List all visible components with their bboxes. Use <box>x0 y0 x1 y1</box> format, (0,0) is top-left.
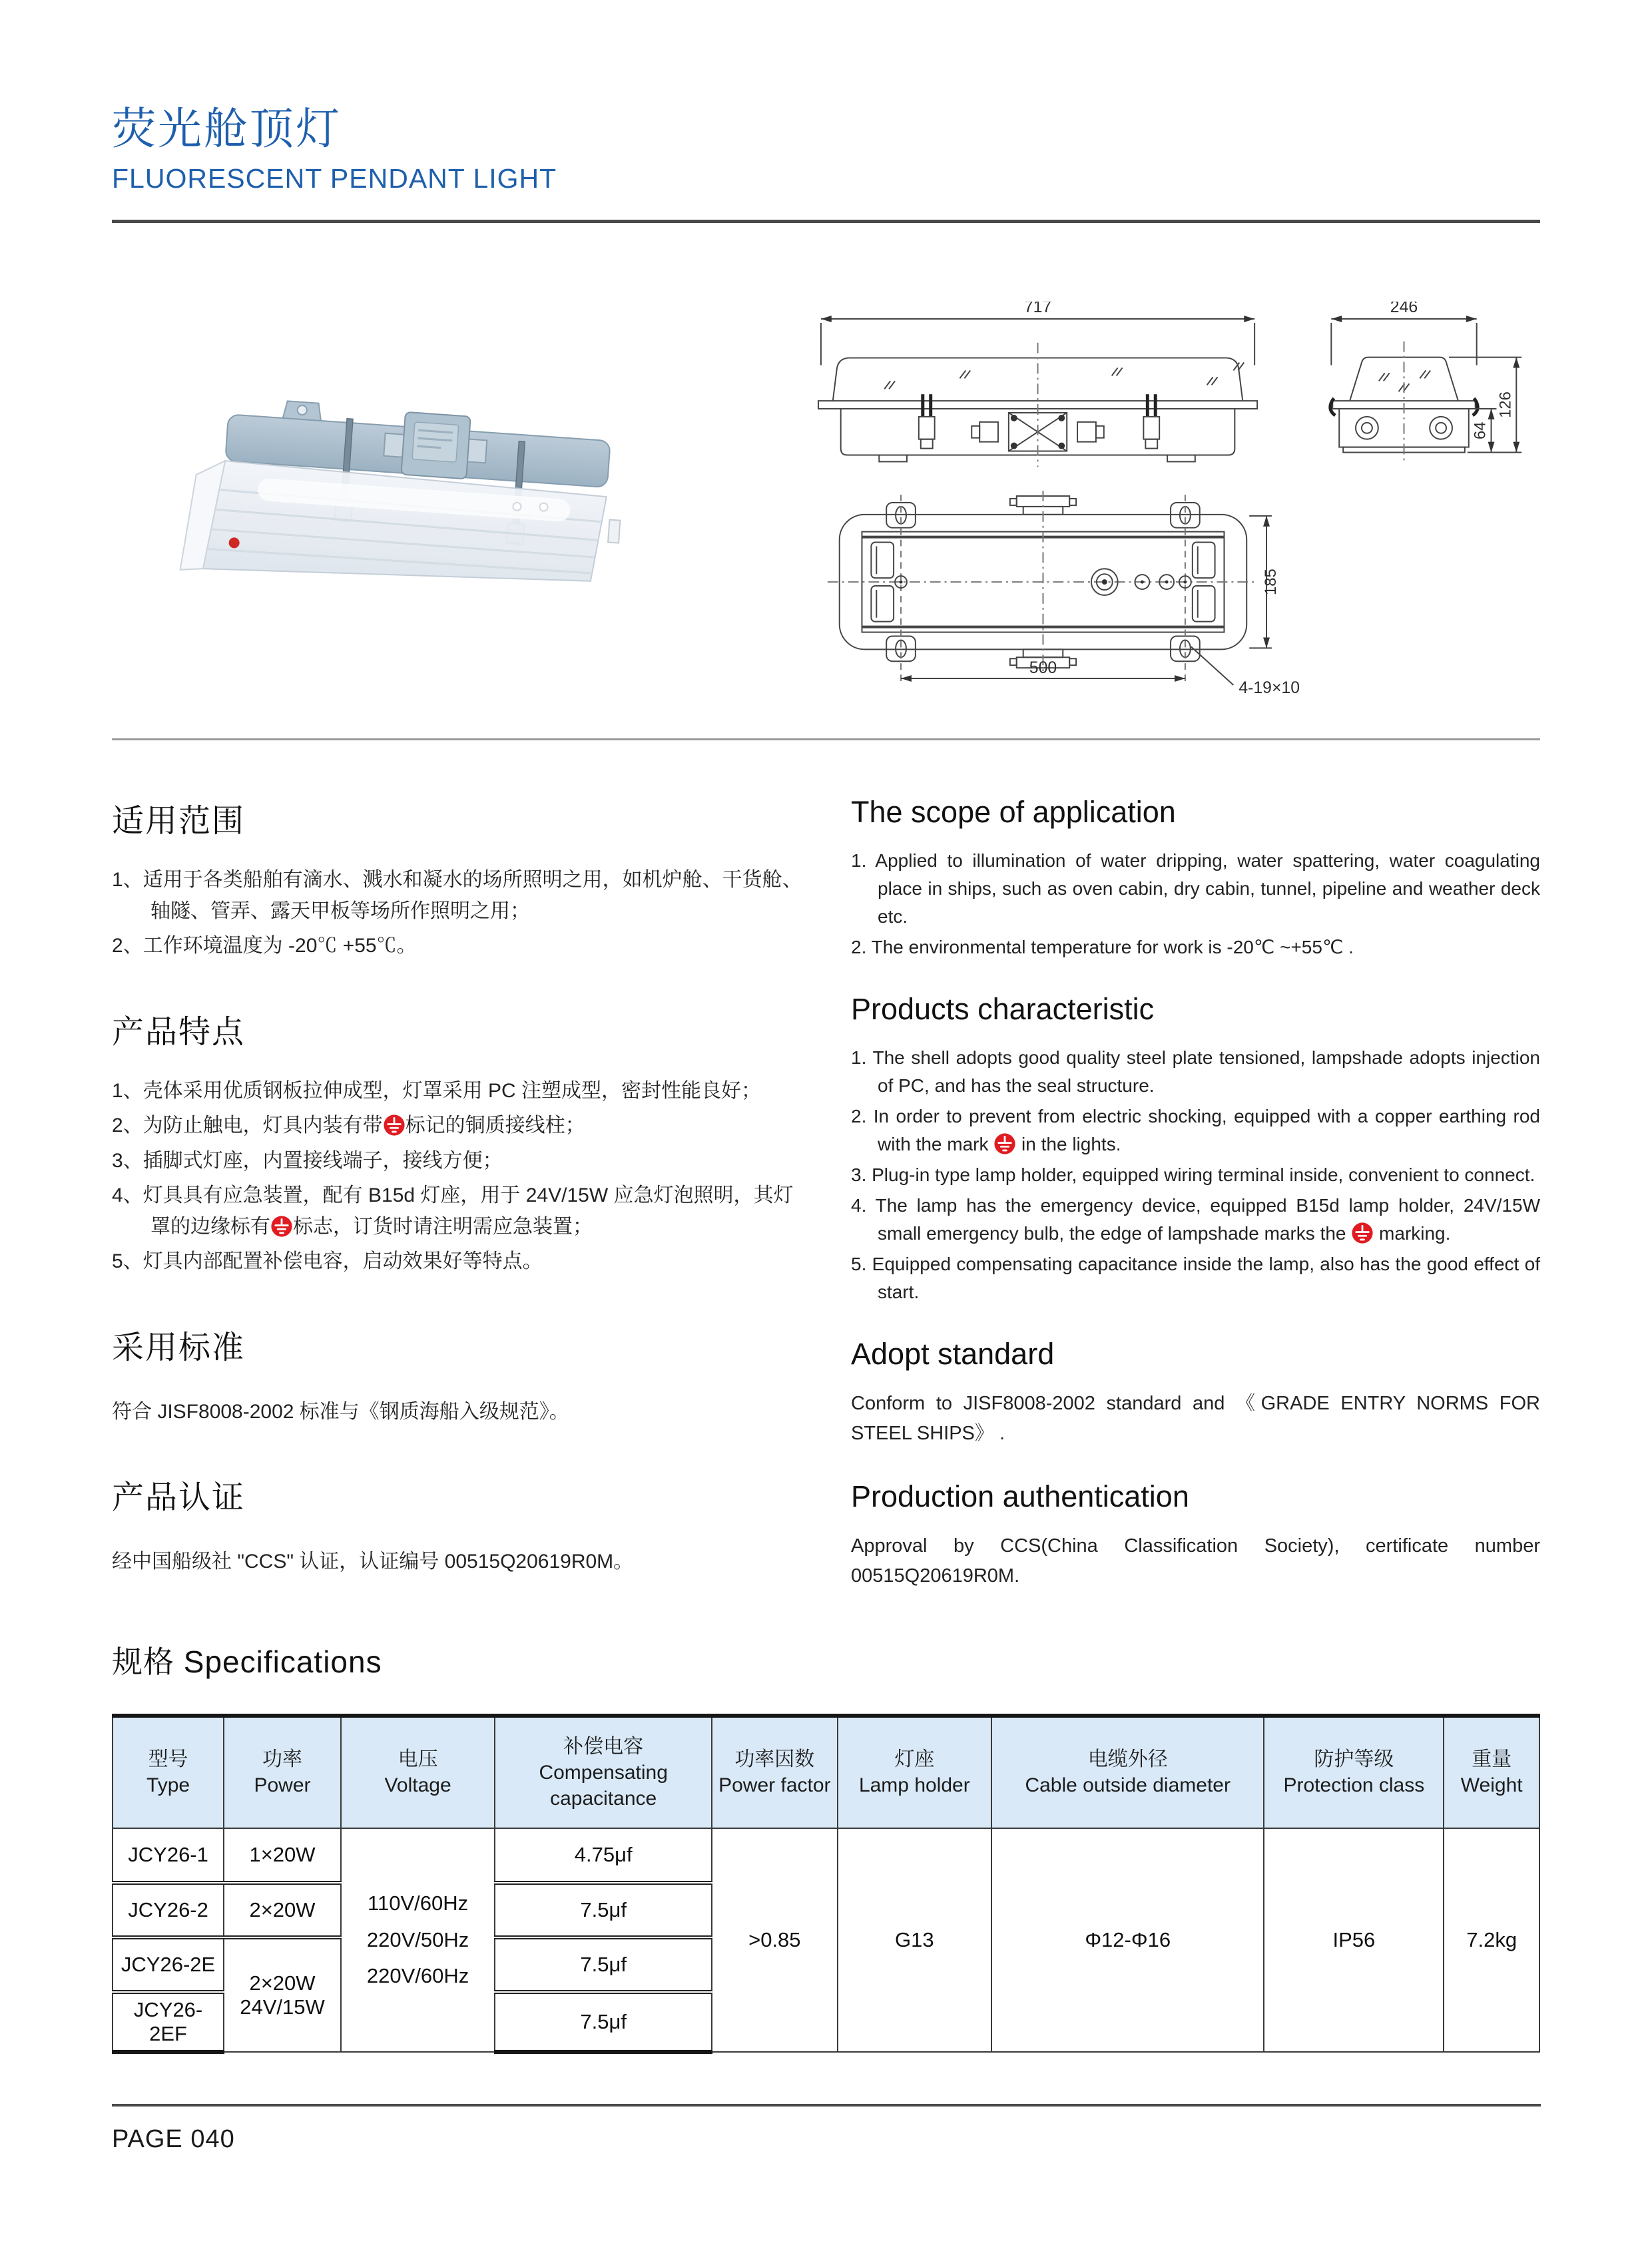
power-line: 2×20W <box>249 1971 316 1995</box>
en-standard-body: Conform to JISF8008-2002 standard and 《GRADE ENTRY NORMS FOR STEEL SHIPS》 . <box>851 1393 1540 1444</box>
list-item: 1、适用于各类船舶有滴水、溅水和凝水的场所照明之用，如机炉舱、干货舱、轴隧、管弄、露天甲板等场所作照明之用； <box>112 869 802 922</box>
power-line: 24V/15W <box>240 1995 325 2019</box>
list-item <box>112 1180 804 1242</box>
page-title-cn: 荧光舱顶灯 <box>112 104 342 153</box>
list-item-text: in the lights. <box>1016 1134 1121 1154</box>
cn-scope-list <box>112 865 804 962</box>
list-item-text: 2. In order to prevent from electric shocking, equipped with a copper earthing rod with the mark <box>851 1106 1540 1154</box>
list-item-text: 4. The lamp has the emergency device, equipped B15d lamp holder, 24V/15W small emergency bulb, the edge of lampshade marks the <box>851 1195 1540 1244</box>
header-en: Voltage <box>384 1774 451 1797</box>
col-header-voltage <box>341 1716 495 1828</box>
column-english <box>851 795 1540 1591</box>
column-chinese <box>112 795 804 1591</box>
cell-type: JCY26-1 <box>113 1828 224 1883</box>
heading-cn-standard: 采用标准 <box>112 1330 246 1366</box>
cell-voltage <box>341 1828 495 2052</box>
cn-standard-body: 符合 JISF8008-2002 标准与《钢质海船入级规范》。 <box>112 1400 569 1423</box>
cell-power: 1×20W <box>224 1828 341 1883</box>
heading-cn-cert: 产品认证 <box>112 1480 246 1515</box>
technical-drawings <box>813 302 1540 702</box>
cell-lamp-holder: G13 <box>838 1828 991 2052</box>
cell-capacitance: 7.5μf <box>495 1992 712 2052</box>
technical-drawing-svg <box>813 302 1540 698</box>
earth-ground-icon <box>383 1114 406 1136</box>
voltage-line: 220V/50Hz <box>366 1927 469 1951</box>
earth-ground-icon <box>993 1132 1016 1155</box>
dim-label-126: 126 <box>1496 391 1515 418</box>
header-cn: 电缆外径 <box>1087 1748 1168 1771</box>
header-cn: 灯座 <box>894 1748 935 1771</box>
list-item: 1. The shell adopts good quality steel plate tensioned, lampshade adopts injection of PC, and has the seal structure. <box>851 1047 1540 1096</box>
header-en: Protection class <box>1283 1774 1425 1797</box>
cn-features-list <box>112 1076 804 1278</box>
page-title-en: FLUORESCENT PENDANT LIGHT <box>112 163 557 194</box>
cell-capacitance: 4.75μf <box>495 1828 712 1883</box>
cell-power <box>224 1937 341 2052</box>
en-authentication-body: Approval by CCS(China Classification Society), certificate number 00515Q20619R0M. <box>851 1535 1540 1587</box>
specs-heading: 规格 Specifications <box>112 1644 382 1679</box>
header-en: Compensating capacitance <box>539 1761 668 1810</box>
images-row <box>112 302 1540 721</box>
col-header-power <box>224 1716 341 1828</box>
col-header-type <box>113 1716 224 1828</box>
page-number: PAGE 040 <box>112 2125 235 2153</box>
heading-en-authentication: Production authentication <box>851 1479 1189 1513</box>
product-photo-illustration <box>145 348 665 634</box>
cell-cable: Φ12-Φ16 <box>991 1828 1264 2052</box>
heading-en-standard: Adopt standard <box>851 1337 1055 1371</box>
col-header-weight <box>1444 1716 1539 1828</box>
earth-ground-icon <box>1351 1222 1374 1244</box>
cn-cert-body: 经中国船级社 "CCS" 认证，认证编号 00515Q20619R0M。 <box>112 1551 634 1573</box>
col-header-power-factor <box>712 1716 838 1828</box>
header-cn: 电压 <box>398 1748 438 1771</box>
header-en: Power <box>254 1774 311 1797</box>
header-cn: 防护等级 <box>1314 1748 1394 1771</box>
dim-label-717: 717 <box>1023 302 1052 317</box>
en-characteristic-list <box>851 1044 1540 1306</box>
heading-cn-features: 产品特点 <box>112 1014 246 1050</box>
page-footer <box>112 2104 1541 2154</box>
header-en: Cable outside diameter <box>1025 1774 1231 1797</box>
cell-type: JCY26-2 <box>113 1883 224 1937</box>
specs-table <box>112 1714 1540 2054</box>
drawing-bottom-view <box>828 491 1272 685</box>
header-divider <box>112 220 1540 223</box>
drawing-side-view <box>1330 316 1521 463</box>
voltage-line: 220V/60Hz <box>366 1963 469 1987</box>
cell-weight: 7.2kg <box>1444 1828 1539 2052</box>
header-cn: 补偿电容 <box>563 1735 644 1758</box>
table-row <box>113 1828 1539 1883</box>
list-item: 3、插脚式灯座，内置接线端子，接线方便； <box>112 1149 503 1172</box>
dim-label-holes: 4-19×10 <box>1239 678 1300 697</box>
page-header <box>112 0 1540 223</box>
header-cn: 重量 <box>1472 1748 1512 1771</box>
footer-divider <box>112 2104 1541 2107</box>
list-item-text: marking. <box>1374 1223 1451 1244</box>
text-columns <box>112 795 1540 1591</box>
list-item: 3. Plug-in type lamp holder, equipped wiring terminal inside, convenient to connect. <box>851 1164 1535 1185</box>
cell-capacitance: 7.5μf <box>495 1883 712 1937</box>
col-header-capacitance <box>495 1716 712 1828</box>
list-item: 1. Applied to illumination of water dripping, water spattering, water coagulating place in ships, such as oven cabin, dry cabin, tunnel, pipeline and weather deck etc. <box>851 850 1540 927</box>
list-item: 2. The environmental temperature for work is -20℃ ~+55℃ . <box>851 937 1354 957</box>
list-item: 1、壳体采用优质钢板拉伸成型，灯罩采用 PC 注塑成型，密封性能良好； <box>112 1079 762 1102</box>
table-header-row <box>113 1716 1539 1828</box>
voltage-line: 110V/60Hz <box>368 1891 469 1915</box>
header-en: Lamp holder <box>858 1774 970 1797</box>
list-item-text: 4、灯具具有应急装置，配有 B15d 灯座，用于 24V/15W 应急灯泡照明，其灯罩的边缘标有 <box>112 1184 794 1238</box>
en-scope-list <box>851 847 1540 961</box>
cell-power-factor: >0.85 <box>712 1828 838 2052</box>
heading-en-scope: The scope of application <box>851 795 1176 829</box>
cell-power: 2×20W <box>224 1883 341 1937</box>
col-header-protection <box>1264 1716 1444 1828</box>
drawing-front-view <box>818 316 1257 467</box>
cell-protection: IP56 <box>1264 1828 1444 2052</box>
header-cn: 功率因数 <box>734 1748 815 1771</box>
list-item <box>112 1111 804 1142</box>
list-item <box>851 1192 1540 1248</box>
list-item: 2、工作环境温度为 -20℃ +55℃。 <box>112 935 417 957</box>
dim-label-246: 246 <box>1390 302 1418 317</box>
header-en: Weight <box>1460 1774 1523 1797</box>
cell-type: JCY26-2E <box>113 1937 224 1992</box>
earth-ground-icon <box>270 1215 293 1238</box>
list-item: 5、灯具内部配置补偿电容，启动效果好等特点。 <box>112 1250 543 1272</box>
list-item: 5. Equipped compensating capacitance inside the lamp, also has the good effect of start. <box>851 1254 1540 1302</box>
section-divider <box>112 738 1540 740</box>
list-item-text: 2、为防止触电，灯具内装有带 <box>112 1115 383 1136</box>
heading-en-characteristic: Products characteristic <box>851 992 1155 1026</box>
col-header-cable <box>991 1716 1264 1828</box>
col-header-lamp-holder <box>838 1716 991 1828</box>
header-en: Power factor <box>718 1774 831 1797</box>
header-cn: 功率 <box>262 1748 302 1771</box>
cell-capacitance: 7.5μf <box>495 1937 712 1992</box>
dim-label-500b: 500 <box>1029 659 1057 678</box>
dim-label-64: 64 <box>1471 421 1490 440</box>
header-cn: 型号 <box>148 1748 188 1771</box>
list-item-text: 标记的铜质接线柱； <box>405 1115 585 1136</box>
dim-label-185: 185 <box>1261 569 1280 595</box>
header-en: Type <box>146 1774 190 1797</box>
heading-cn-scope: 适用范围 <box>112 804 246 839</box>
product-photo <box>145 348 665 638</box>
cell-type: JCY26-2EF <box>113 1992 224 2052</box>
list-item <box>851 1103 1540 1158</box>
list-item-text: 标志，订货时请注明需应急装置； <box>293 1215 593 1238</box>
